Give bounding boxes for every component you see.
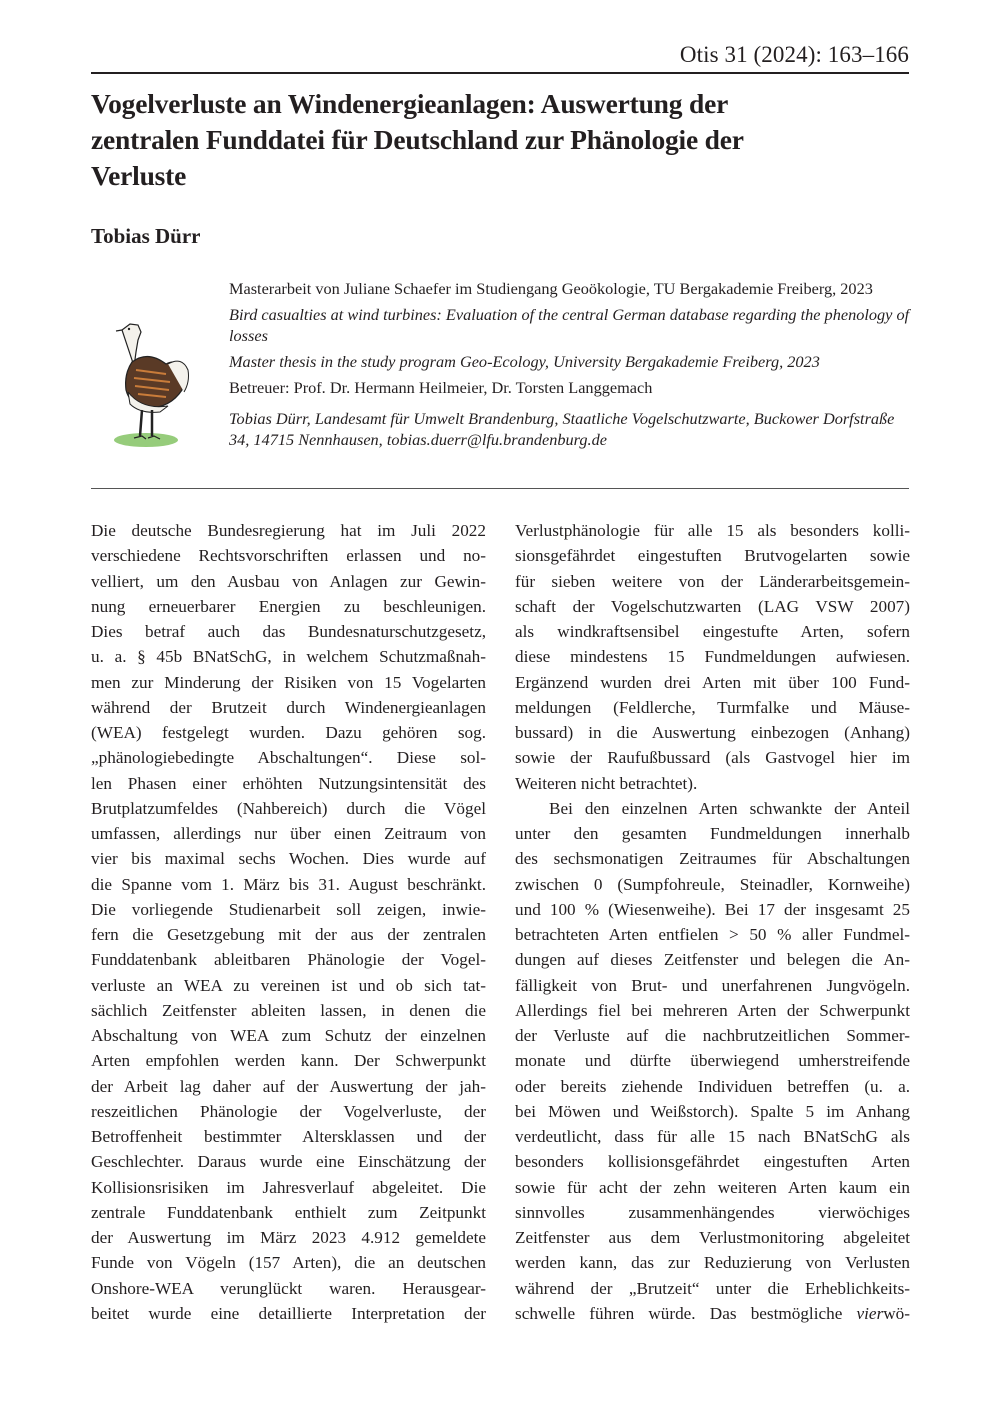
body-paragraph: Verlustphänologie für alle 15 als besonders kolli- sionsgefährdet eingestuften Brutvogelarten sowie für sieben weitere von der Länderarbeitsgemein- schaft der Vogelschutzwarten (LAG VSW 2007) als windkraftsensibel eingestufte Arten, sofern diese mindestens 15 Fundmeldungen aufwiesen. Ergänzend wurden drei Arten mit über 100 Fund- meldungen (Feldlerche, Turmfalke und Mäuse- bussard) in die Auswertung einbezogen (Anhang) sowie der Raufußbussard (als Gastvogel hier im Weiteren nicht betrachtet). (515, 521, 910, 793)
thesis-note-de: Masterarbeit von Juliane Schaefer im Studiengang Geoökologie, TU Bergakademie Freiberg, 2023 (229, 279, 873, 298)
thesis-note-en: Master thesis in the study program Geo-Ecology, University Bergakademie Freiberg, 2023 (229, 352, 820, 371)
title-line: zentralen Funddatei für Deutschland zur Phänologie der (91, 124, 744, 155)
final-line: schwelle führen würde. Das bestmögliche vierwö- (515, 1303, 910, 1323)
author-address: Tobias Dürr, Landesamt für Umwelt Brandenburg, Staatliche Vogelschutzwarte, Buckower Dorfstraße 34, 14715 Nennhausen, tobias.duerr@lfu.brandenburg.de (229, 409, 895, 449)
author-name: Tobias Dürr (91, 224, 201, 248)
section-divider (91, 488, 909, 489)
body-paragraph: Bei den einzelnen Arten schwankte der Anteil unter den gesamten Fundmeldungen innerhalb des sechsmonatigen Zeitraumes für Abschaltungen zwischen 0 (Sumpfohreule, Steinadler, Kornweihe) und 100 % (Wiesenweihe). Bei 17 der insgesamt 25 betrachteten Arten entfielen > 50 % aller Fundmel- dungen auf dieses Zeitfenster und belegen die An- fälligkeit von Brut- und unerfahrenen Jungvögeln. Allerdings fiel bei mehreren Arten der Schwerpunkt der Verluste auf die nachbrutzeitlichen Sommer- monate und dürfte überwiegend umherstreifende oder bereits ziehende Individuen betreffen (u. a. bei Möwen und Weißstorch). Spalte 5 im Anhang verdeutlicht, dass für alle 15 nach BNatSchG als besonders kollisionsgefährdet eingestuften Arten sowie für acht der zehn weiteren Arten kaum ein sinnvolles zusammenhängendes vierwöchiges Zeitfenster aus dem Verlustmonitoring abgeleitet werden kann, das zur Reduzierung von Verlusten während der „Brutzeit“ unter die Erheblichkeits- schwelle führen würde. Das bestmögliche vierwö- (515, 796, 910, 1326)
body-paragraph: Die deutsche Bundesregierung hat im Juli 2022 verschiedene Rechtsvorschriften erlassen und no- velliert, um den Ausbau von Anlagen zur Gewin- nung erneuerbarer Energien zu beschleunigen. Dies betraf auch das Bundesnaturschutzgesetz, u. a. § 45b BNatSchG, in welchem Schutzmaßnah- men zur Minderung der Risiken von 15 Vogelarten während der Brutzeit durch Windenergieanlagen (WEA) festgelegt wurden. Dazu gehören sog. „phänologiebedingte Abschaltungen“. Diese sol- len Phasen einer erhöhten Nutzungsintensität des Brutplatzumfeldes (Nahbereich) durch die Vögel umfassen, allerdings nur über einen Zeitraum von vier bis maximal sechs Wochen. Dies wurde auf die Spanne vom 1. März bis 31. August beschränkt. Die vorliegende Studienarbeit soll zeigen, inwie- fern die Gesetzgebung mit der aus der zentralen Funddatenbank ableitbaren Phänologie der Vogel- verluste an WEA zu vereinen ist und ob sich tat- sächlich Zeitfenster ableiten lassen, in denen die Abschaltung von WEA zum Schutz der einzelnen Arten empfohlen werden kann. Der Schwerpunkt der Arbeit lag daher auf der Auswertung der jah- reszeitlichen Phänologie der Vogelverluste, der Betroffenheit bestimmter Altersklassen und der Geschlechter. Daraus wurde eine Einschätzung der Kollisionsrisiken im Jahresverlauf abgeleitet. Die zentrale Funddatenbank enthielt zum Zeitpunkt der Auswertung im März 2023 4.912 gemeldete Funde von Vögeln (157 Arten), die an deutschen Onshore-WEA verunglückt waren. Herausgear- beitet wurde eine detaillierte Interpretation der (91, 521, 486, 1323)
english-title: Bird casualties at wind turbines: Evaluation of the central German database regarding the phenology of losses (229, 305, 910, 345)
journal-citation: Otis 31 (2024): 163–166 (679, 42, 909, 67)
running-header (91, 40, 909, 74)
body-column-right (515, 518, 910, 1326)
article-metadata (229, 278, 910, 455)
title-line: Verluste (91, 160, 187, 191)
body-column-left (91, 518, 486, 1326)
article-title (91, 86, 891, 194)
supervisors: Betreuer: Prof. Dr. Hermann Heilmeier, Dr. Torsten Langgemach (229, 378, 653, 397)
title-line: Vogelverluste an Windenergieanlagen: Auswertung der (91, 88, 729, 119)
great-bustard-drawing-icon (108, 312, 190, 452)
